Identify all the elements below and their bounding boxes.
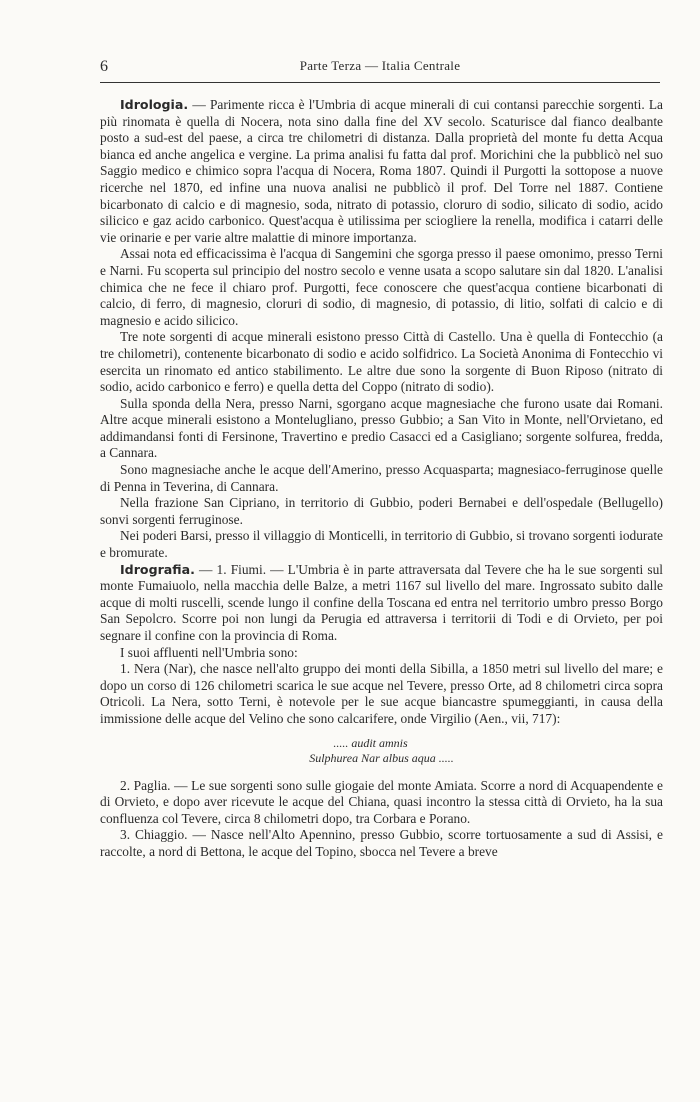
paragraph-idrografia-1 [100, 562, 663, 645]
section-heading-idrografia: Idrografia. [120, 561, 195, 577]
paragraph-idrologia-6: Nella frazione San Cipriano, in territorio di Gubbio, poderi Bernabei e dell'ospedale (Bellugello) sonvi sorgenti ferruginose. [100, 495, 663, 527]
page-number: 6 [100, 58, 108, 75]
paragraph-idrografia-3: 1. Nera (Nar), che nasce nell'alto gruppo dei monti della Sibilla, a 1850 metri sul livello del mare; e dopo un corso di 126 chilometri scarica le sue acque nel Tevere, presso Orte, ad 8 chilometri circa sopra Otricoli. La Nera, sotto Terni, è notevole per le sue acque biancastre spumeggianti, in causa della immissione delle acque del Velino che sono calcarifere, onde Virgilio (Aen., vii, 717): [100, 661, 663, 726]
page-header [100, 56, 660, 78]
paragraph-idrologia-5: Sono magnesiache anche le acque dell'Amerino, presso Acquasparta; magnesiaco-ferruginose quelle di Penna in Teverina, di Cannara. [100, 462, 663, 494]
page-body [100, 97, 663, 861]
paragraph-text: — 1. Fiumi. — L'Umbria è in parte attraversata dal Tevere che ha le sue sorgenti sul monte Fumaiuolo, nella macchia delle Balze, a metri 1167 sul livello del mare. Ingrossato subito dalle acque di molti ruscelli, scende lungo il confine della Toscana ed entra nel territorio umbro presso Borgo San Sepolcro. Scorre poi non lungi da Perugia ed attraversa i territorii di Todi e di Orvieto, per poi segnare il confine con la provincia di Roma. [100, 561, 663, 643]
header-rule [100, 82, 660, 83]
section-heading-idrologia: Idrologia. [120, 97, 189, 112]
quote-line-2: Sulphurea Nar albus aqua ..... [309, 750, 454, 765]
paragraph-text: — Parimente ricca è l'Umbria di acque minerali di cui contansi parecchie sorgenti. La più rinomata è quella di Nocera, nota sino dalla fine del XV secolo. Scaturisce dal fianco dealbante posto a sud-est del paese, a circa tre chilometri di distanza. Dalla proprietà del monte fu detta Acqua bianca ed anche angelica e vergine. La prima analisi fu fatta dal prof. Morichini che la pubblicò nel suo Saggio medico e chimico sopra l'acqua di Nocera, Roma 1807. Quindi il Purgotti la sottopose a nuove ricerche nel 1870, ed infine una nuova analisi ne pubblicò il prof. Del Torre nel 1887. Contiene bicarbonato di calcio e di magnesio, soda, nitrato di potassio, cloruro di sodio, silicato di sodio, acido silicico e gaz acido carbonico. Quest'acqua è utilissima per sciogliere la renella, modifica i catarri delle vie orinarie e per varie altre malattie di minore importanza. [100, 97, 663, 245]
paragraph-idrologia-4: Sulla sponda della Nera, presso Narni, sgorgano acque magnesiache che furono usate dai Romani. Altre acque minerali esistono a Monteluglianо, presso Gubbio; a San Vito in Monte, nell'Orvietano, ed addimandansi fonti di Fersinone, Travertino e predio Casacci ed a Casigliano; sorgente solfurea, fredda, a Cannara. [100, 395, 663, 461]
latin-quotation [100, 736, 663, 766]
paragraph-idrografia-4: 2. Paglia. — Le sue sorgenti sono sulle giogaie del monte Amiata. Scorre a nord di Acquapendente e di Orvieto, e dopo aver ricevute le acque del Chiana, quasi incontro la stessa città di Orvieto, ha la sua confluenza col Tevere, circa 8 chilometri dopo, tra Corbara e Porano. [100, 777, 663, 826]
paragraph-idrologia-1 [100, 97, 663, 246]
paragraph-idrografia-2: I suoi affluenti nell'Umbria sono: [120, 644, 298, 660]
paragraph-idrologia-2: Assai nota ed efficacissima è l'acqua di Sangemini che sgorga presso il paese omonimo, presso Terni e Narni. Fu scoperta sul principio del nostro secolo e venne usata a scopo salutare sin dal 1820. L'analisi chimica che ne fece il chiaro prof. Purgotti, fece conoscere che quest'acqua contiene bicarbonati di calcio, di ferro, di magnesio, cloruri di sodio, di magnesio, di potassio, di litio, solfati di calcio e di magnesio e acido silicico. [100, 246, 663, 328]
paragraph-idrologia-7: Nei poderi Barsi, presso il villaggio di Monticelli, in territorio di Gubbio, si trovano sorgenti iodurate e bromurate. [100, 528, 663, 561]
running-title: Parte Terza — Italia Centrale [299, 58, 461, 73]
paragraph-idrologia-3: Tre note sorgenti di acque minerali esistono presso Città di Castello. Una è quella di Fontecchio (a tre chilometri), contenente bicarbonato di sodio e acido solfidrico. La Società Anonima di Fontecchio vi esercita un rinomato ed antico stabilimento. Le altre due sono la sorgente di Buon Riposo (nitrato di sodio, acido carbonico e ferro) e quella detta del Coppo (nitrato di sodio). [100, 329, 663, 395]
quote-line-1: ..... audit amnis [333, 735, 408, 750]
paragraph-idrografia-5: 3. Chiaggio. — Nasce nell'Alto Apennino, presso Gubbio, scorre tortuosamente a sud di Assisi, e raccolte, a nord di Bettona, le acque del Topino, sbocca nel Tevere a breve [100, 827, 663, 859]
